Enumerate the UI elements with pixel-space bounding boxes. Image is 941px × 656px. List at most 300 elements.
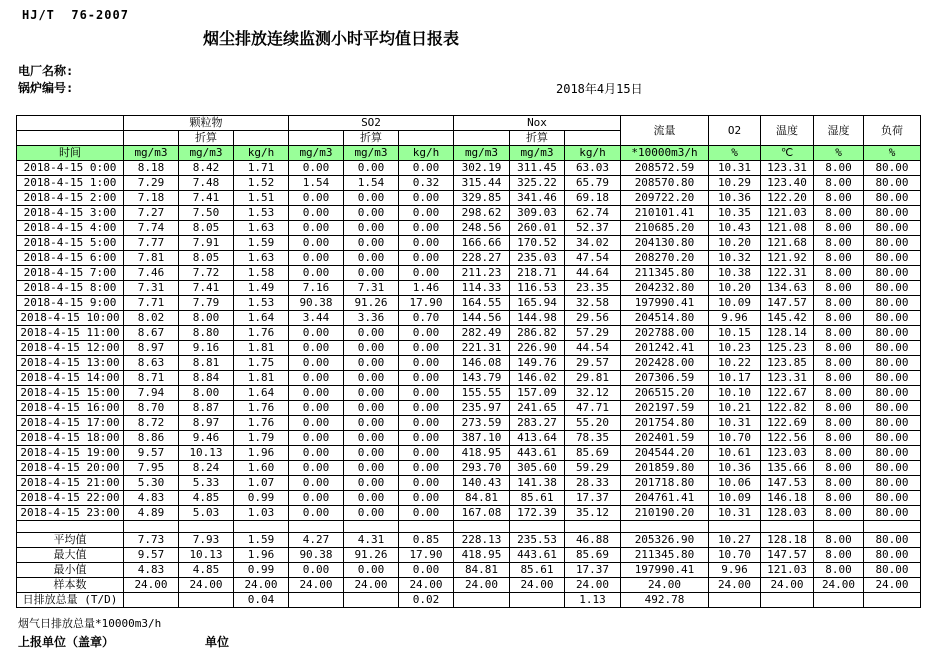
summary-value-cell: [814, 593, 864, 608]
value-cell: 0.00: [399, 386, 454, 401]
empty-cell: [179, 521, 234, 533]
summary-value-cell: 443.61: [510, 548, 565, 563]
table-row: [17, 356, 921, 371]
value-cell: 0.00: [344, 461, 399, 476]
value-cell: 5.30: [124, 476, 179, 491]
table-row: [17, 446, 921, 461]
value-cell: 47.71: [565, 401, 621, 416]
value-cell: 341.46: [510, 191, 565, 206]
value-cell: 147.53: [761, 476, 814, 491]
table-row: [17, 371, 921, 386]
value-cell: 8.00: [814, 491, 864, 506]
time-cell: 2018-4-15 0:00: [17, 161, 124, 176]
value-cell: 202428.00: [621, 356, 709, 371]
value-cell: 1.54: [289, 176, 344, 191]
summary-value-cell: 7.73: [124, 533, 179, 548]
group-header-o2: O2: [709, 116, 761, 146]
value-cell: 0.00: [289, 221, 344, 236]
summary-value-cell: 84.81: [454, 563, 510, 578]
value-cell: 8.84: [179, 371, 234, 386]
empty-cell: [289, 521, 344, 533]
summary-value-cell: 0.00: [344, 563, 399, 578]
unit-label: 单位: [205, 635, 230, 649]
value-cell: 3.36: [344, 311, 399, 326]
value-cell: 228.27: [454, 251, 510, 266]
summary-value-cell: 80.00: [864, 548, 921, 563]
value-cell: 80.00: [864, 461, 921, 476]
value-cell: 32.58: [565, 296, 621, 311]
summary-value-cell: 10.13: [179, 548, 234, 563]
value-cell: 10.35: [709, 206, 761, 221]
time-cell: 2018-4-15 1:00: [17, 176, 124, 191]
value-cell: 8.00: [814, 371, 864, 386]
summary-value-cell: 9.57: [124, 548, 179, 563]
value-cell: 85.61: [510, 491, 565, 506]
value-cell: 8.00: [814, 311, 864, 326]
summary-value-cell: [289, 593, 344, 608]
value-cell: 7.95: [124, 461, 179, 476]
value-cell: 116.53: [510, 281, 565, 296]
value-cell: 235.97: [454, 401, 510, 416]
value-cell: 0.00: [344, 401, 399, 416]
group-header-pm: 颗粒物: [124, 116, 289, 131]
value-cell: 8.00: [814, 476, 864, 491]
empty-cell: [621, 521, 709, 533]
value-cell: 8.00: [814, 296, 864, 311]
value-cell: 8.00: [814, 191, 864, 206]
time-cell: 2018-4-15 14:00: [17, 371, 124, 386]
value-cell: 0.70: [399, 311, 454, 326]
value-cell: 23.35: [565, 281, 621, 296]
value-cell: 0.00: [344, 476, 399, 491]
summary-value-cell: 4.31: [344, 533, 399, 548]
value-cell: 84.81: [454, 491, 510, 506]
value-cell: 0.00: [399, 326, 454, 341]
value-cell: 10.21: [709, 401, 761, 416]
value-cell: 144.56: [454, 311, 510, 326]
value-cell: 62.74: [565, 206, 621, 221]
time-cell: 2018-4-15 8:00: [17, 281, 124, 296]
value-cell: 329.85: [454, 191, 510, 206]
value-cell: 0.00: [399, 461, 454, 476]
value-cell: 10.43: [709, 221, 761, 236]
value-cell: 0.32: [399, 176, 454, 191]
value-cell: 8.00: [814, 461, 864, 476]
value-cell: 128.14: [761, 326, 814, 341]
value-cell: 211.23: [454, 266, 510, 281]
value-cell: 122.82: [761, 401, 814, 416]
value-cell: 8.00: [179, 311, 234, 326]
unit-header: kg/h: [565, 146, 621, 161]
summary-value-cell: 4.83: [124, 563, 179, 578]
value-cell: 170.52: [510, 236, 565, 251]
value-cell: 57.29: [565, 326, 621, 341]
value-cell: 0.00: [399, 191, 454, 206]
summary-value-cell: 24.00: [709, 578, 761, 593]
time-cell: 2018-4-15 4:00: [17, 221, 124, 236]
spacer-row: [17, 521, 921, 533]
value-cell: 210685.20: [621, 221, 709, 236]
value-cell: 5.33: [179, 476, 234, 491]
value-cell: 0.00: [289, 461, 344, 476]
time-cell: 2018-4-15 13:00: [17, 356, 124, 371]
value-cell: 122.67: [761, 386, 814, 401]
value-cell: 0.00: [399, 236, 454, 251]
table-row: [17, 326, 921, 341]
time-cell: 2018-4-15 22:00: [17, 491, 124, 506]
value-cell: 44.64: [565, 266, 621, 281]
unit-header: kg/h: [399, 146, 454, 161]
time-cell: 2018-4-15 7:00: [17, 266, 124, 281]
value-cell: 80.00: [864, 326, 921, 341]
time-cell: 2018-4-15 6:00: [17, 251, 124, 266]
summary-value-cell: 24.00: [761, 578, 814, 593]
value-cell: 7.94: [124, 386, 179, 401]
table-row: [17, 221, 921, 236]
value-cell: 8.97: [179, 416, 234, 431]
value-cell: 149.76: [510, 356, 565, 371]
value-cell: 204232.80: [621, 281, 709, 296]
value-cell: 1.53: [234, 296, 289, 311]
empty-header-cell: [234, 131, 289, 146]
value-cell: 8.00: [814, 221, 864, 236]
value-cell: 80.00: [864, 386, 921, 401]
value-cell: 10.61: [709, 446, 761, 461]
value-cell: 4.85: [179, 491, 234, 506]
summary-value-cell: [864, 593, 921, 608]
value-cell: 10.06: [709, 476, 761, 491]
value-cell: 165.94: [510, 296, 565, 311]
value-cell: 80.00: [864, 191, 921, 206]
value-cell: 0.00: [289, 206, 344, 221]
summary-value-cell: [124, 593, 179, 608]
value-cell: 1.76: [234, 401, 289, 416]
value-cell: 0.00: [399, 161, 454, 176]
summary-label: 最小值: [17, 563, 124, 578]
value-cell: 144.98: [510, 311, 565, 326]
table-row: [17, 461, 921, 476]
value-cell: 7.48: [179, 176, 234, 191]
value-cell: 8.00: [814, 416, 864, 431]
summary-value-cell: 418.95: [454, 548, 510, 563]
time-cell: 2018-4-15 21:00: [17, 476, 124, 491]
value-cell: 4.83: [124, 491, 179, 506]
value-cell: 0.00: [399, 221, 454, 236]
group-header-temp: 温度: [761, 116, 814, 146]
summary-value-cell: 211345.80: [621, 548, 709, 563]
value-cell: 29.81: [565, 371, 621, 386]
value-cell: 0.00: [399, 506, 454, 521]
summary-row: [17, 533, 921, 548]
value-cell: 201754.80: [621, 416, 709, 431]
time-cell: 2018-4-15 11:00: [17, 326, 124, 341]
time-cell: 2018-4-15 20:00: [17, 461, 124, 476]
empty-cell: [709, 521, 761, 533]
summary-value-cell: 24.00: [124, 578, 179, 593]
value-cell: 80.00: [864, 371, 921, 386]
value-cell: 8.67: [124, 326, 179, 341]
value-cell: 0.00: [399, 446, 454, 461]
value-cell: 7.31: [124, 281, 179, 296]
summary-row: [17, 593, 921, 608]
unit-header: mg/m3: [344, 146, 399, 161]
empty-cell: [454, 521, 510, 533]
value-cell: 8.05: [179, 251, 234, 266]
value-cell: 47.54: [565, 251, 621, 266]
group-header-so2: SO2: [289, 116, 454, 131]
empty-cell: [864, 521, 921, 533]
value-cell: 0.00: [289, 506, 344, 521]
value-cell: 80.00: [864, 506, 921, 521]
value-cell: 0.00: [289, 476, 344, 491]
value-cell: 226.90: [510, 341, 565, 356]
summary-value-cell: 91.26: [344, 548, 399, 563]
table-row: [17, 401, 921, 416]
summary-value-cell: 85.61: [510, 563, 565, 578]
summary-value-cell: 24.00: [344, 578, 399, 593]
value-cell: 123.40: [761, 176, 814, 191]
value-cell: 1.53: [234, 206, 289, 221]
table-row: [17, 416, 921, 431]
value-cell: 69.18: [565, 191, 621, 206]
value-cell: 8.00: [814, 341, 864, 356]
plant-name-label: 电厂名称:: [18, 64, 74, 78]
value-cell: 0.00: [399, 266, 454, 281]
summary-value-cell: 24.00: [454, 578, 510, 593]
value-cell: 8.00: [814, 431, 864, 446]
value-cell: 0.00: [289, 161, 344, 176]
value-cell: 114.33: [454, 281, 510, 296]
value-cell: 122.20: [761, 191, 814, 206]
time-cell: 2018-4-15 17:00: [17, 416, 124, 431]
standard-number: HJ/T 76-2007: [22, 8, 129, 22]
value-cell: 10.31: [709, 161, 761, 176]
summary-value-cell: 147.57: [761, 548, 814, 563]
value-cell: 197990.41: [621, 296, 709, 311]
group-header-load: 负荷: [864, 116, 921, 146]
summary-value-cell: 228.13: [454, 533, 510, 548]
time-cell: 2018-4-15 16:00: [17, 401, 124, 416]
value-cell: 121.68: [761, 236, 814, 251]
value-cell: 10.38: [709, 266, 761, 281]
value-cell: 80.00: [864, 446, 921, 461]
time-cell: 2018-4-15 9:00: [17, 296, 124, 311]
value-cell: 0.00: [289, 416, 344, 431]
value-cell: 8.00: [814, 236, 864, 251]
value-cell: 10.13: [179, 446, 234, 461]
value-cell: 7.27: [124, 206, 179, 221]
table-row: [17, 161, 921, 176]
value-cell: 167.08: [454, 506, 510, 521]
value-cell: 0.00: [344, 371, 399, 386]
group-header-row: [17, 116, 921, 131]
empty-cell: [399, 521, 454, 533]
value-cell: 0.00: [399, 401, 454, 416]
value-cell: 80.00: [864, 176, 921, 191]
summary-value-cell: 24.00: [289, 578, 344, 593]
time-cell: 2018-4-15 23:00: [17, 506, 124, 521]
summary-value-cell: 80.00: [864, 563, 921, 578]
value-cell: 0.00: [289, 401, 344, 416]
value-cell: 121.92: [761, 251, 814, 266]
value-cell: 325.22: [510, 176, 565, 191]
value-cell: 10.09: [709, 296, 761, 311]
value-cell: 0.00: [289, 236, 344, 251]
value-cell: 283.27: [510, 416, 565, 431]
value-cell: 1.64: [234, 386, 289, 401]
value-cell: 55.20: [565, 416, 621, 431]
value-cell: 413.64: [510, 431, 565, 446]
summary-value-cell: 1.59: [234, 533, 289, 548]
value-cell: 241.65: [510, 401, 565, 416]
summary-value-cell: 0.02: [399, 593, 454, 608]
value-cell: 65.79: [565, 176, 621, 191]
time-column-header: 时间: [17, 146, 124, 161]
unit-header: mg/m3: [510, 146, 565, 161]
value-cell: 10.29: [709, 176, 761, 191]
summary-value-cell: 10.27: [709, 533, 761, 548]
report-date: 2018年4月15日: [556, 82, 643, 96]
value-cell: 1.07: [234, 476, 289, 491]
value-cell: 35.12: [565, 506, 621, 521]
empty-cell: [17, 521, 124, 533]
value-cell: 7.31: [344, 281, 399, 296]
value-cell: 80.00: [864, 236, 921, 251]
value-cell: 134.63: [761, 281, 814, 296]
value-cell: 311.45: [510, 161, 565, 176]
value-cell: 122.31: [761, 266, 814, 281]
value-cell: 8.70: [124, 401, 179, 416]
value-cell: 7.77: [124, 236, 179, 251]
value-cell: 0.00: [399, 431, 454, 446]
value-cell: 208570.80: [621, 176, 709, 191]
value-cell: 8.00: [814, 386, 864, 401]
empty-header-cell: [399, 131, 454, 146]
value-cell: 147.57: [761, 296, 814, 311]
value-cell: 0.00: [344, 206, 399, 221]
summary-value-cell: 1.13: [565, 593, 621, 608]
value-cell: 1.58: [234, 266, 289, 281]
value-cell: 1.49: [234, 281, 289, 296]
value-cell: 52.37: [565, 221, 621, 236]
value-cell: 1.81: [234, 371, 289, 386]
table-row: [17, 506, 921, 521]
summary-value-cell: 8.00: [814, 563, 864, 578]
value-cell: 315.44: [454, 176, 510, 191]
summary-label: 平均值: [17, 533, 124, 548]
value-cell: 282.49: [454, 326, 510, 341]
value-cell: 123.85: [761, 356, 814, 371]
value-cell: 8.18: [124, 161, 179, 176]
value-cell: 443.61: [510, 446, 565, 461]
unit-header: %: [864, 146, 921, 161]
value-cell: 80.00: [864, 281, 921, 296]
value-cell: 202788.00: [621, 326, 709, 341]
summary-value-cell: 1.96: [234, 548, 289, 563]
value-cell: 141.38: [510, 476, 565, 491]
value-cell: 1.81: [234, 341, 289, 356]
summary-value-cell: 4.27: [289, 533, 344, 548]
value-cell: 1.79: [234, 431, 289, 446]
table-row: [17, 296, 921, 311]
value-cell: 208270.20: [621, 251, 709, 266]
value-cell: 28.33: [565, 476, 621, 491]
value-cell: 7.74: [124, 221, 179, 236]
summary-value-cell: [179, 593, 234, 608]
value-cell: 80.00: [864, 491, 921, 506]
value-cell: 302.19: [454, 161, 510, 176]
summary-value-cell: 7.93: [179, 533, 234, 548]
summary-value-cell: 80.00: [864, 533, 921, 548]
summary-value-cell: 492.78: [621, 593, 709, 608]
value-cell: 164.55: [454, 296, 510, 311]
empty-header-cell: [124, 131, 179, 146]
value-cell: 10.20: [709, 281, 761, 296]
value-cell: 8.24: [179, 461, 234, 476]
value-cell: 10.70: [709, 431, 761, 446]
summary-value-cell: 17.37: [565, 563, 621, 578]
value-cell: 235.03: [510, 251, 565, 266]
summary-row: [17, 548, 921, 563]
value-cell: 9.16: [179, 341, 234, 356]
summary-value-cell: 121.03: [761, 563, 814, 578]
table-row: [17, 311, 921, 326]
value-cell: 218.71: [510, 266, 565, 281]
value-cell: 80.00: [864, 251, 921, 266]
summary-value-cell: 24.00: [399, 578, 454, 593]
value-cell: 80.00: [864, 416, 921, 431]
value-cell: 0.00: [344, 446, 399, 461]
summary-value-cell: 0.00: [399, 563, 454, 578]
empty-cell: [510, 521, 565, 533]
empty-header-cell: [17, 116, 124, 131]
value-cell: 0.00: [289, 431, 344, 446]
empty-cell: [814, 521, 864, 533]
value-cell: 387.10: [454, 431, 510, 446]
value-cell: 140.43: [454, 476, 510, 491]
empty-cell: [234, 521, 289, 533]
value-cell: 7.46: [124, 266, 179, 281]
time-cell: 2018-4-15 19:00: [17, 446, 124, 461]
summary-value-cell: 46.88: [565, 533, 621, 548]
summary-label: 样本数: [17, 578, 124, 593]
value-cell: 8.71: [124, 371, 179, 386]
value-cell: 8.86: [124, 431, 179, 446]
value-cell: 8.81: [179, 356, 234, 371]
value-cell: 4.89: [124, 506, 179, 521]
value-cell: 7.50: [179, 206, 234, 221]
hourly-data-body: [17, 161, 921, 521]
value-cell: 34.02: [565, 236, 621, 251]
summary-value-cell: 24.00: [621, 578, 709, 593]
value-cell: 0.00: [289, 326, 344, 341]
unit-header: ℃: [761, 146, 814, 161]
unit-header: %: [709, 146, 761, 161]
summary-value-cell: [761, 593, 814, 608]
value-cell: 0.00: [289, 266, 344, 281]
value-cell: 201859.80: [621, 461, 709, 476]
value-cell: 0.00: [289, 191, 344, 206]
value-cell: 29.57: [565, 356, 621, 371]
value-cell: 8.00: [814, 446, 864, 461]
value-cell: 210190.20: [621, 506, 709, 521]
value-cell: 8.87: [179, 401, 234, 416]
summary-value-cell: 24.00: [510, 578, 565, 593]
value-cell: 128.03: [761, 506, 814, 521]
value-cell: 8.00: [814, 266, 864, 281]
empty-header-cell: [454, 131, 510, 146]
value-cell: 146.08: [454, 356, 510, 371]
